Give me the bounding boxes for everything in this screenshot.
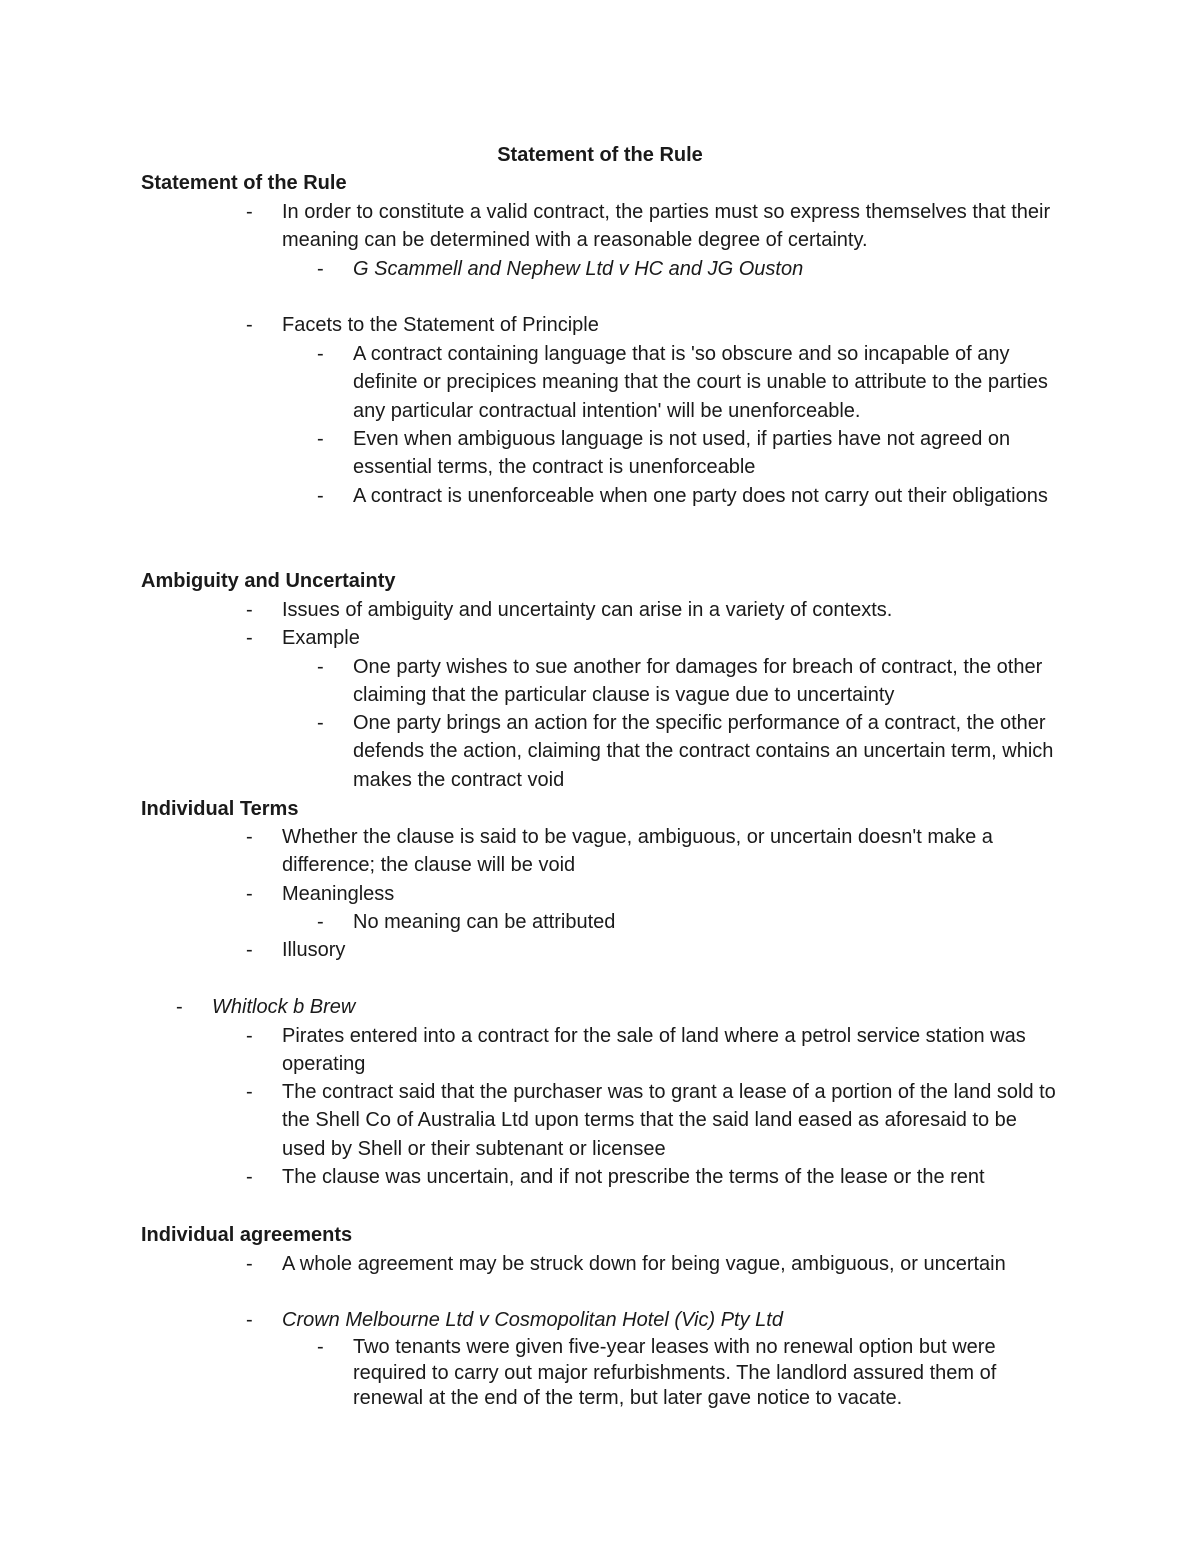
list-item-text: Issues of ambiguity and uncertainty can arise in a variety of contexts.: [282, 599, 893, 621]
section-heading-statement-of-rule: Statement of the Rule: [141, 172, 347, 194]
bullet-dash: -: [246, 1309, 253, 1331]
list-item: [317, 255, 1063, 283]
case-citation: Whitlock b Brew: [212, 996, 356, 1018]
list-item: [317, 1335, 1063, 1412]
bullet-dash: -: [317, 712, 324, 734]
bullet-dash: -: [246, 1081, 253, 1103]
list-item: [246, 624, 1062, 652]
list-item: [246, 823, 1062, 880]
list-item: [317, 709, 1063, 794]
list-item: [317, 340, 1063, 425]
section-heading-individual-terms: Individual Terms: [141, 798, 299, 820]
list-item: [246, 198, 1062, 255]
list-item-text: Illusory: [282, 939, 346, 961]
list-item-text: Example: [282, 627, 360, 649]
bullet-dash: -: [176, 996, 183, 1018]
section-heading-individual-agreements: Individual agreements: [141, 1224, 353, 1246]
list-item-text: In order to constitute a valid contract, the parties must so express themselves that their meaning can be determined with a reasonable degree of certainty.: [282, 201, 1051, 252]
list-item: [246, 1022, 1062, 1079]
list-item-text: Meaningless: [282, 883, 395, 905]
list-item-text: No meaning can be attributed: [353, 911, 616, 933]
list-item: [246, 1306, 1062, 1334]
bullet-dash: -: [317, 911, 324, 933]
list-item-text: A whole agreement may be struck down for being vague, ambiguous, or uncertain: [282, 1253, 1006, 1275]
bullet-dash: -: [246, 1166, 253, 1188]
list-item-text: The contract said that the purchaser was to grant a lease of a portion of the land sold to the Shell Co of Australia Ltd upon terms that the said land eased as aforesaid to be used by Shell or their subtenant or licensee: [282, 1081, 1056, 1160]
list-item: [246, 1250, 1062, 1278]
list-item-text: One party wishes to sue another for damages for breach of contract, the other claiming that the particular clause is vague due to uncertainty: [353, 656, 1043, 707]
list-item: [246, 936, 1062, 964]
bullet-dash: -: [317, 428, 324, 450]
list-item-text: A contract is unenforceable when one party does not carry out their obligations: [353, 485, 1048, 507]
list-item-text: One party brings an action for the specific performance of a contract, the other defends the action, claiming that the contract contains an uncertain term, which makes the contract void: [353, 712, 1054, 791]
page-title: Statement of the Rule: [497, 144, 703, 166]
bullet-dash: -: [317, 1336, 324, 1358]
list-item: [246, 1163, 1062, 1191]
list-item: [176, 993, 1052, 1021]
bullet-dash: -: [246, 599, 253, 621]
bullet-dash: -: [246, 201, 253, 223]
list-item: [317, 425, 1063, 482]
list-item: [317, 653, 1063, 710]
list-item: [246, 1078, 1062, 1163]
bullet-dash: -: [246, 314, 253, 336]
list-item-text: Facets to the Statement of Principle: [282, 314, 599, 336]
case-citation: Crown Melbourne Ltd v Cosmopolitan Hotel (Vic) Pty Ltd: [282, 1309, 783, 1331]
list-item-text: Whether the clause is said to be vague, ambiguous, or uncertain doesn't make a difference; the clause will be void: [282, 826, 993, 877]
bullet-dash: -: [246, 1025, 253, 1047]
bullet-dash: -: [317, 343, 324, 365]
bullet-dash: -: [246, 883, 253, 905]
list-item: [246, 596, 1062, 624]
case-citation: G Scammell and Nephew Ltd v HC and JG Ouston: [353, 258, 804, 280]
bullet-dash: -: [246, 1253, 253, 1275]
bullet-dash: -: [246, 939, 253, 961]
bullet-dash: -: [246, 627, 253, 649]
section-heading-ambiguity: Ambiguity and Uncertainty: [141, 570, 396, 592]
list-item: [246, 880, 1062, 908]
list-item-text: Two tenants were given five-year leases with no renewal option but were required to carry out major refurbishments. The landlord assured them of renewal at the end of the term, but later gave notice to vacate.: [353, 1336, 997, 1409]
bullet-dash: -: [317, 485, 324, 507]
list-item-text: A contract containing language that is 'so obscure and so incapable of any definite or precipices meaning that the court is unable to attribute to the parties any particular contractual intention' will be unenforceable.: [353, 343, 1048, 422]
list-item: [317, 908, 1063, 936]
bullet-dash: -: [317, 258, 324, 280]
list-item: [317, 482, 1063, 510]
list-item-text: Even when ambiguous language is not used, if parties have not agreed on essential terms, the contract is unenforceable: [353, 428, 1011, 479]
bullet-dash: -: [317, 656, 324, 678]
list-item-text: The clause was uncertain, and if not prescribe the terms of the lease or the rent: [282, 1166, 985, 1188]
list-item-text: Pirates entered into a contract for the sale of land where a petrol service station was operating: [282, 1025, 1026, 1076]
bullet-dash: -: [246, 826, 253, 848]
list-item: [246, 311, 1062, 339]
